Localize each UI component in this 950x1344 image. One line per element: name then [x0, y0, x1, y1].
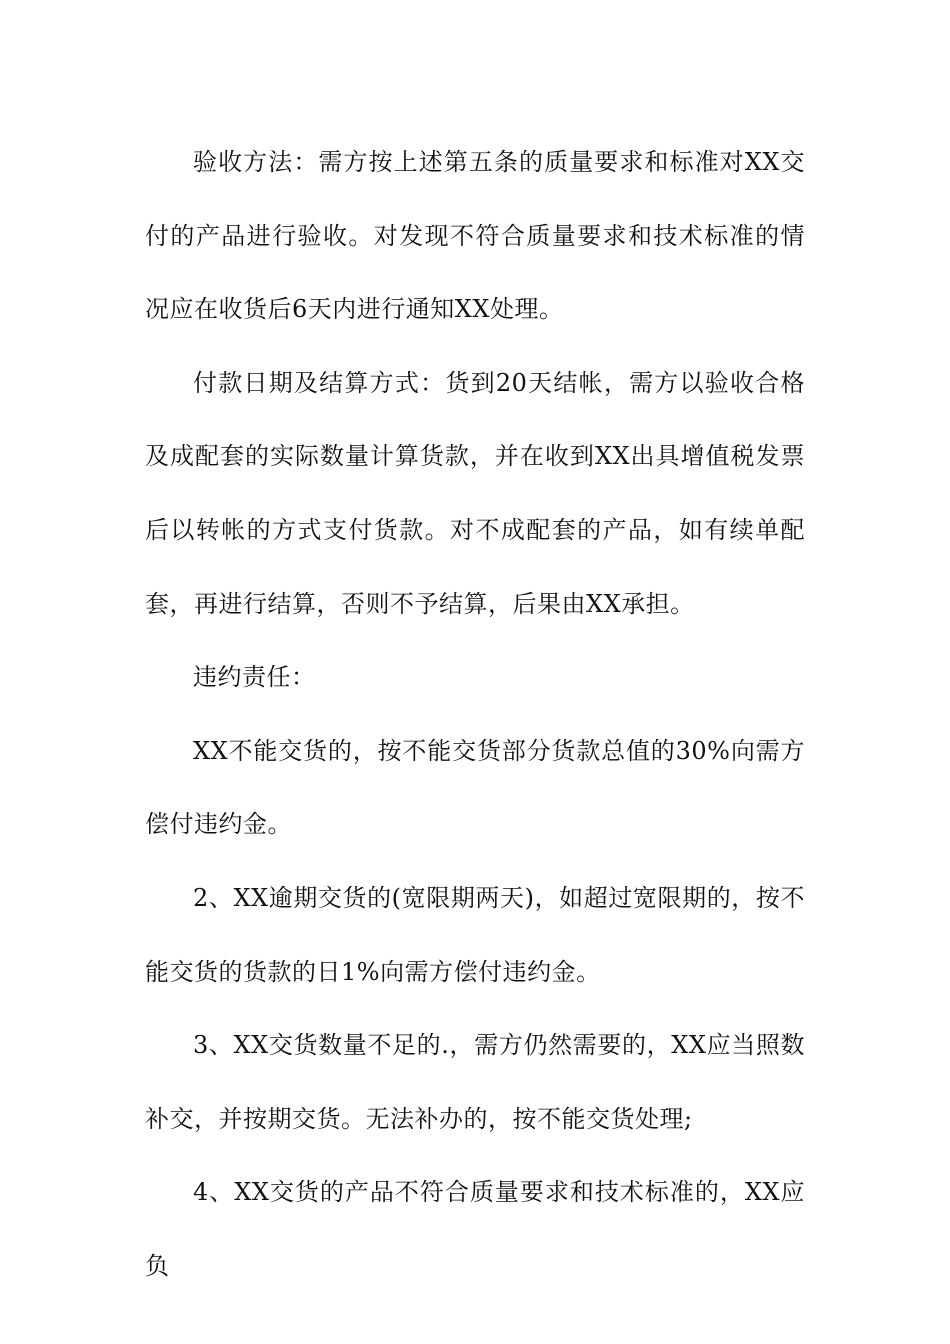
- paragraph-liability-heading: 违约责任：: [193, 663, 316, 692]
- paragraph-liability-item-3: 3、XX交货数量不足的.，需方仍然需要的，XX应当照数补交，并按期交货。无法补办的，按不能交货处理;: [145, 1031, 805, 1133]
- paragraph-liability-item-1: XX不能交货的，按不能交货部分货款总值的30%向需方偿付违约金。: [145, 736, 805, 839]
- paragraph-liability-item-4: 4、XX交货的产品不符合质量要求和技术标准的，XX应负: [145, 1178, 805, 1280]
- paragraph-acceptance-method: 验收方法：需方按上述第五条的质量要求和标准对XX交付的产品进行验收。对发现不符合质量要求和技术标准的情况应在收货后6天内进行通知XX处理。: [145, 148, 805, 324]
- paragraph-liability-item-2: 2、XX逾期交货的(宽限期两天)，如超过宽限期的，按不能交货的货款的日1%向需方偿付违约金。: [145, 883, 805, 986]
- document-body: [145, 126, 805, 1304]
- paragraph-payment-terms: 付款日期及结算方式：货到20天结帐，需方以验收合格及成配套的实际数量计算货款，并在收到XX出具增值税发票后以转帐的方式支付货款。对不成配套的产品，如有续单配套，再进行结算，否则不予结算，后果由XX承担。: [145, 368, 805, 618]
